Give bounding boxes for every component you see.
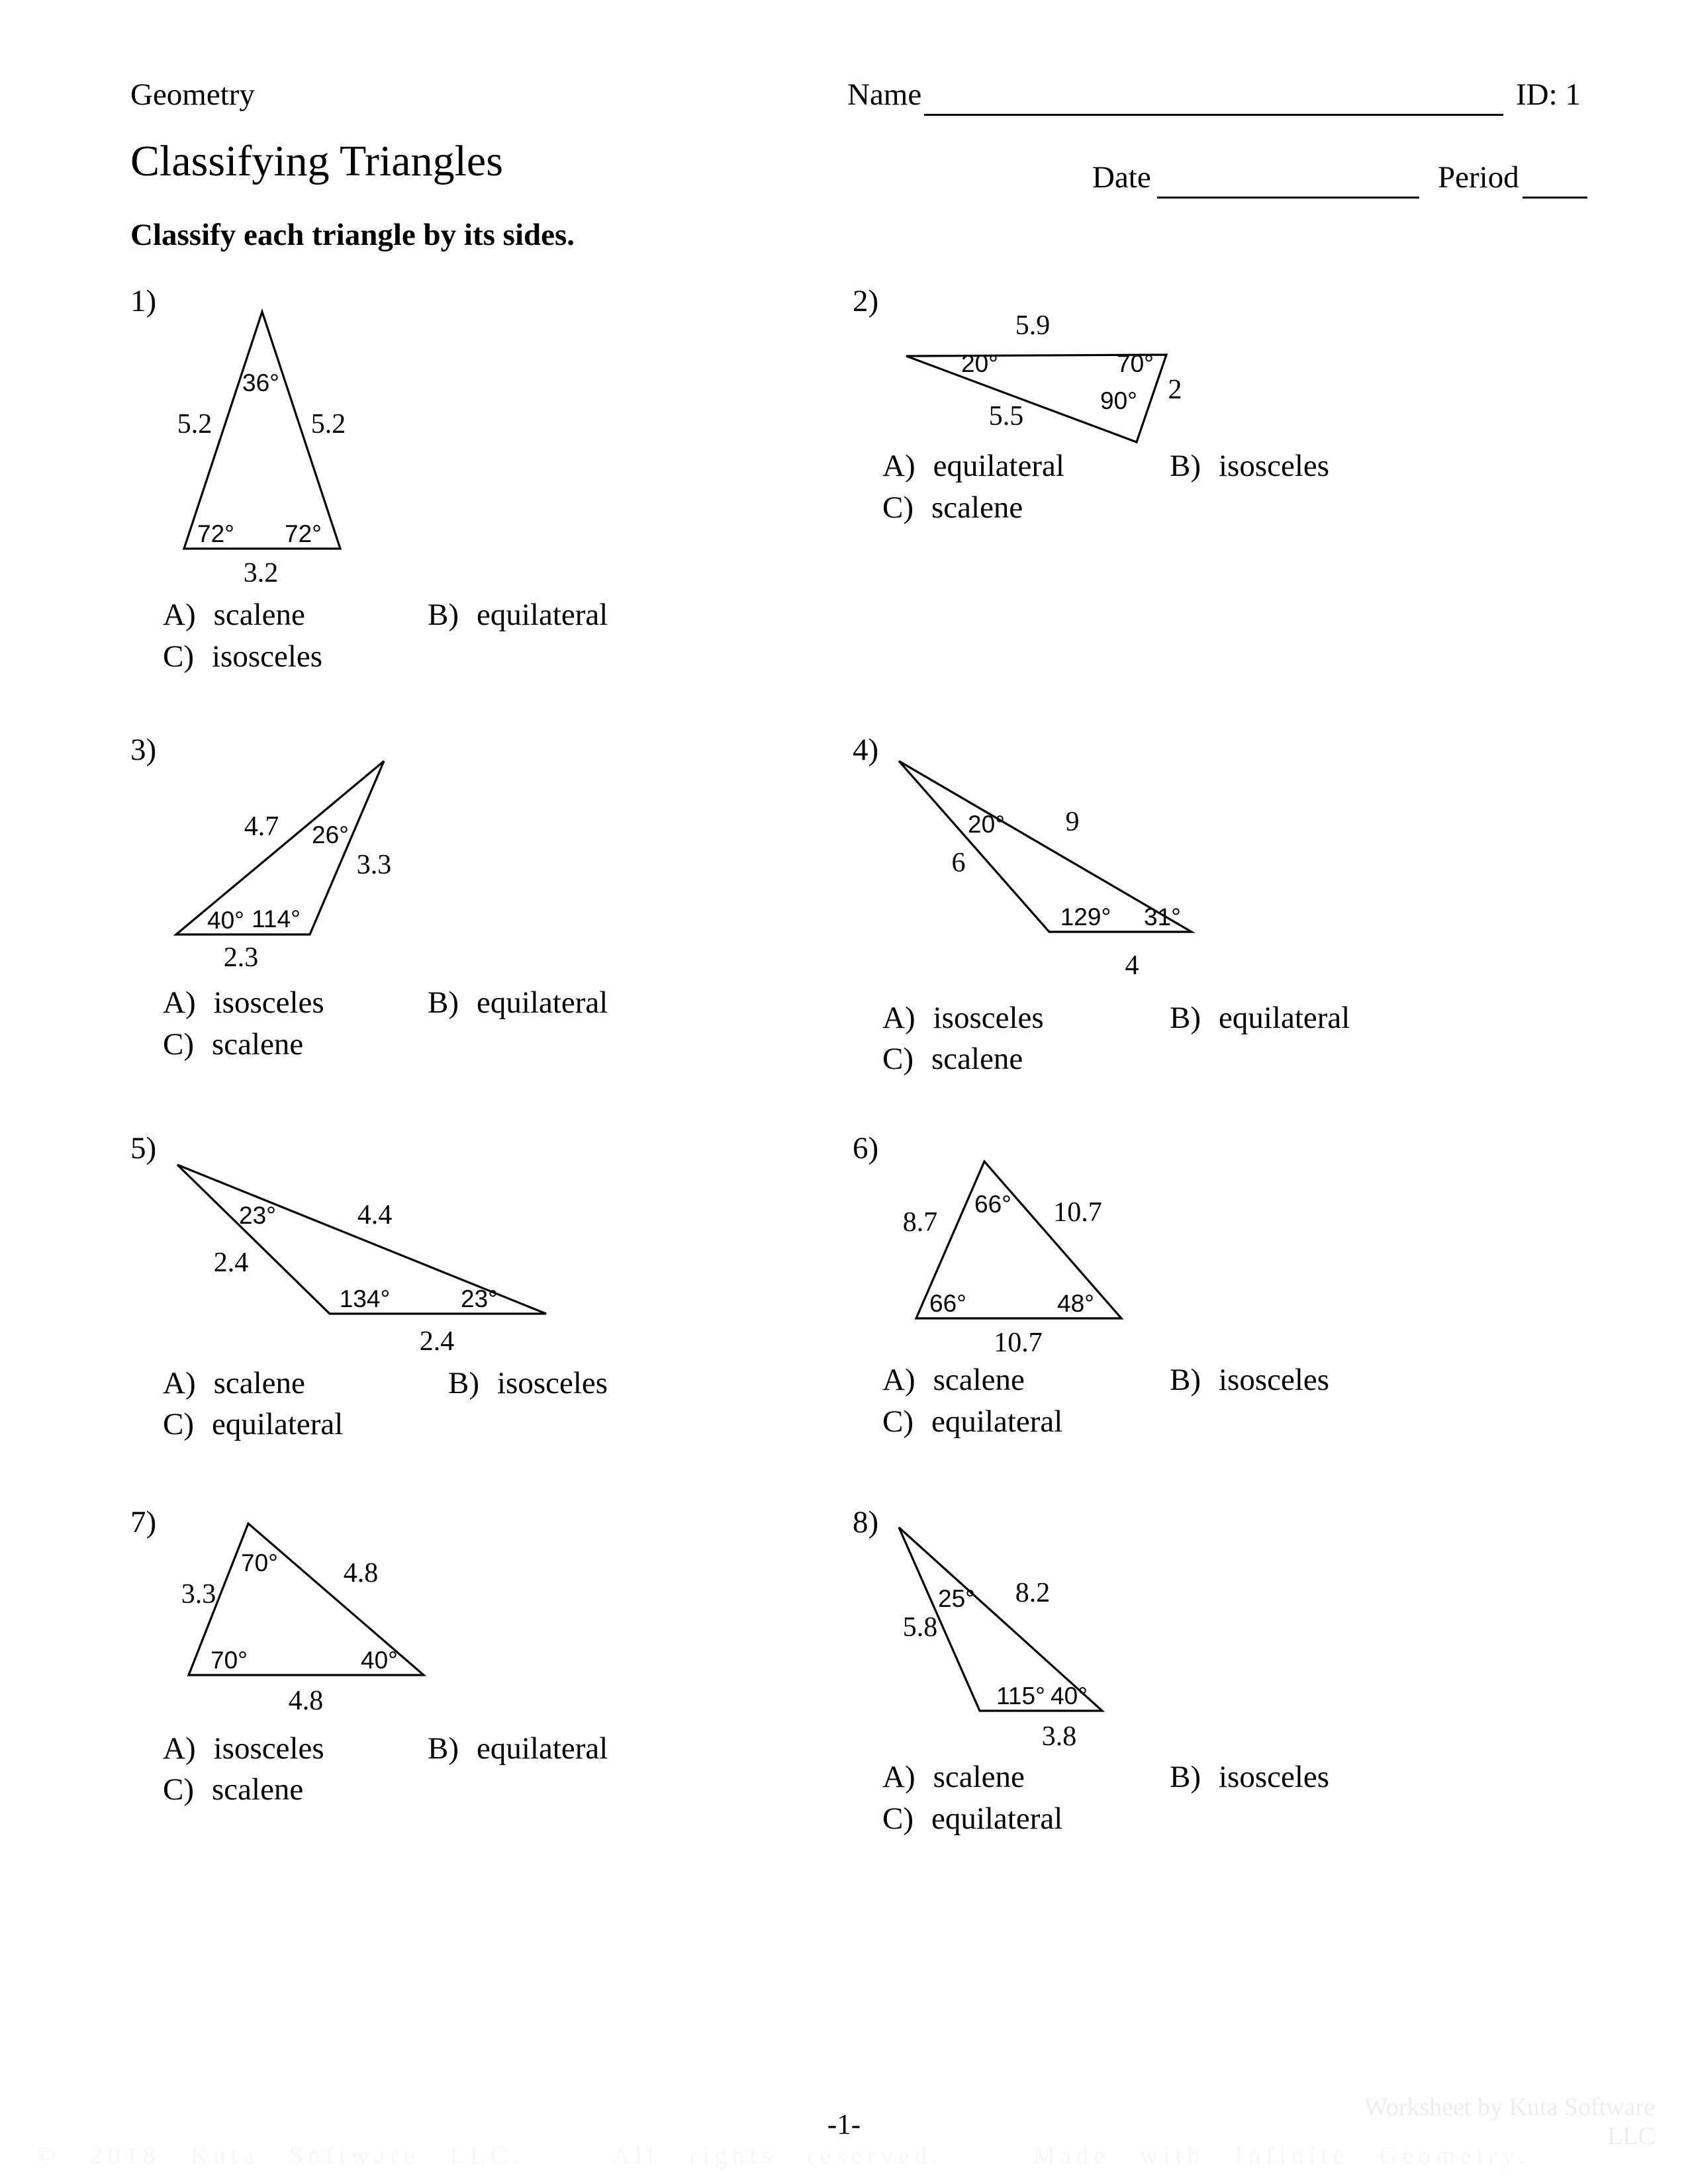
- side-label: 5.2: [310, 409, 346, 439]
- problem-4-choice-a[interactable]: [882, 1001, 1044, 1036]
- side-label: 4.7: [244, 811, 279, 842]
- choice-key: A): [163, 985, 196, 1020]
- problem-1-choice-a[interactable]: [163, 598, 305, 633]
- choice-key: B): [428, 598, 459, 632]
- angle-label: 129°: [1060, 903, 1111, 931]
- problem-2-figure: [897, 310, 1201, 463]
- side-label: 5.5: [988, 401, 1024, 432]
- choice-label: isosceles: [933, 1001, 1044, 1035]
- choice-label: scalene: [213, 598, 305, 632]
- problem-5-choice-c[interactable]: [163, 1408, 343, 1442]
- choice-label: equilateral: [933, 449, 1064, 483]
- choice-key: C): [882, 1404, 914, 1439]
- problem-1-choice-b[interactable]: [428, 598, 608, 633]
- angle-label: 90°: [1100, 387, 1137, 414]
- period-blank-line[interactable]: [1523, 197, 1587, 199]
- problem-6-choice-b[interactable]: [1170, 1363, 1329, 1398]
- choice-key: B): [428, 1731, 459, 1766]
- worksheet-title: Classifying Triangles: [130, 137, 503, 185]
- choice-key: C): [163, 1772, 194, 1807]
- choice-key: B): [1170, 1760, 1201, 1794]
- choice-label: equilateral: [931, 1404, 1063, 1439]
- angle-label: 20°: [968, 811, 1005, 838]
- angle-label: 66°: [929, 1290, 966, 1317]
- problem-2-choice-b[interactable]: [1170, 449, 1329, 484]
- choice-label: equilateral: [477, 598, 608, 632]
- choice-label: scalene: [213, 1366, 305, 1400]
- side-label: 10.7: [994, 1328, 1043, 1358]
- choice-label: equilateral: [477, 1731, 608, 1766]
- angle-label: 36°: [242, 369, 279, 396]
- choice-key: C): [882, 1042, 914, 1076]
- choice-key: A): [882, 1001, 915, 1035]
- problem-4-number: 4): [853, 733, 879, 767]
- angle-label: 70°: [1117, 350, 1154, 377]
- name-blank-line[interactable]: [924, 114, 1503, 116]
- problem-5-number: 5): [130, 1131, 157, 1165]
- id-label: ID: 1: [1516, 77, 1581, 112]
- choice-label: isosceles: [1219, 1760, 1330, 1794]
- problem-4-choice-b[interactable]: [1170, 1001, 1350, 1036]
- choice-key: C): [163, 1027, 194, 1062]
- problem-6-choice-a[interactable]: [882, 1363, 1025, 1398]
- problem-2-choice-c[interactable]: [882, 491, 1023, 525]
- problem-3-number: 3): [130, 733, 157, 767]
- side-label: 3.3: [356, 850, 392, 880]
- side-label: 2.3: [223, 942, 259, 973]
- kuta-watermark: Worksheet by Kuta Software LLC: [1364, 2093, 1655, 2150]
- angle-label: 72°: [285, 520, 322, 547]
- choice-key: B): [448, 1366, 479, 1400]
- choice-key: B): [1170, 1363, 1201, 1397]
- angle-label: 70°: [241, 1549, 278, 1576]
- choice-key: A): [882, 1363, 915, 1397]
- choice-label: scalene: [931, 1042, 1023, 1076]
- date-label: Date: [1092, 160, 1151, 195]
- side-label: 9: [1065, 807, 1080, 837]
- problem-6-figure: [880, 1152, 1145, 1363]
- problem-5-figure: [169, 1152, 559, 1370]
- choice-key: B): [428, 985, 459, 1020]
- angle-label: 66°: [974, 1191, 1011, 1218]
- problem-2-number: 2): [853, 284, 879, 318]
- choice-label: isosceles: [1219, 449, 1330, 483]
- side-label: 3.3: [181, 1579, 216, 1610]
- side-label: 5.2: [177, 409, 212, 439]
- problem-8-figure: [890, 1516, 1115, 1754]
- choice-label: scalene: [933, 1363, 1025, 1397]
- problem-4-choice-c[interactable]: [882, 1042, 1023, 1077]
- angle-label: 20°: [961, 350, 998, 377]
- problem-3-choice-a[interactable]: [163, 986, 324, 1021]
- page-number: -1-: [827, 2109, 861, 2140]
- instruction-text: Classify each triangle by its sides.: [130, 218, 575, 252]
- problem-3-choice-c[interactable]: [163, 1028, 303, 1062]
- side-label: 10.7: [1053, 1197, 1102, 1228]
- problem-1-number: 1): [130, 284, 157, 318]
- angle-label: 25°: [938, 1585, 975, 1612]
- angle-label: 40°: [361, 1647, 398, 1674]
- problem-8-choice-b[interactable]: [1170, 1760, 1329, 1795]
- angle-label: 23°: [461, 1285, 498, 1312]
- side-label: 4: [1125, 950, 1139, 981]
- period-label: Period: [1438, 160, 1519, 195]
- choice-label: scalene: [931, 490, 1023, 525]
- problem-1-figure: [159, 298, 364, 592]
- problem-6-number: 6): [853, 1131, 879, 1165]
- side-label: 4.8: [343, 1558, 379, 1588]
- choice-key: C): [163, 1407, 194, 1441]
- problem-7-number: 7): [130, 1505, 157, 1539]
- choice-label: equilateral: [212, 1407, 344, 1441]
- choice-key: B): [1170, 449, 1201, 483]
- choice-key: A): [163, 598, 196, 632]
- problem-4-figure: [890, 751, 1205, 986]
- angle-label: 48°: [1057, 1290, 1094, 1317]
- angle-label: 134°: [339, 1285, 391, 1312]
- angle-label: 72°: [197, 520, 234, 547]
- problem-5-choice-a[interactable]: [163, 1367, 305, 1401]
- choice-key: B): [1170, 1001, 1201, 1035]
- angle-label: 70°: [211, 1647, 248, 1674]
- side-label: 2.4: [213, 1248, 249, 1278]
- problem-1-choice-c[interactable]: [163, 640, 322, 674]
- problem-6-choice-c[interactable]: [882, 1405, 1062, 1439]
- name-label: Name: [847, 77, 922, 112]
- side-label: 5.8: [902, 1612, 938, 1643]
- problem-8-choice-c[interactable]: [882, 1802, 1062, 1837]
- side-label: 6: [951, 848, 966, 878]
- side-label: 5.9: [1015, 310, 1051, 341]
- problem-7-figure: [169, 1512, 434, 1724]
- choice-label: isosceles: [497, 1366, 608, 1400]
- problem-5-choice-b[interactable]: [448, 1367, 608, 1401]
- course-label: Geometry: [130, 77, 255, 112]
- choice-label: equilateral: [477, 985, 608, 1020]
- side-label: 2: [1168, 375, 1182, 405]
- choice-label: isosceles: [1219, 1363, 1330, 1397]
- copyright-watermark: © 2018 Kuta Software LLC. All rights reserved. Made with Infinite Geometry.: [36, 2142, 1530, 2169]
- choice-key: C): [882, 1801, 914, 1836]
- choice-label: scalene: [212, 1027, 304, 1062]
- date-blank-line[interactable]: [1157, 197, 1419, 199]
- side-label: 3.8: [1041, 1721, 1077, 1752]
- choice-key: A): [163, 1366, 196, 1400]
- choice-label: equilateral: [1219, 1001, 1350, 1035]
- problem-8-number: 8): [853, 1505, 879, 1539]
- angle-label: 40°: [1051, 1682, 1088, 1709]
- angle-label: 115°: [996, 1682, 1045, 1709]
- side-label: 4.4: [357, 1200, 393, 1230]
- problem-3-figure: [169, 748, 407, 976]
- problem-7-choice-b[interactable]: [428, 1732, 608, 1766]
- choice-key: C): [882, 490, 914, 525]
- problem-7-choice-a[interactable]: [163, 1732, 324, 1766]
- side-label: 2.4: [419, 1326, 455, 1357]
- side-label: 8.2: [1015, 1578, 1051, 1608]
- choice-key: C): [163, 639, 194, 674]
- choice-key: A): [163, 1731, 196, 1766]
- choice-key: A): [882, 449, 915, 483]
- problem-3-choice-b[interactable]: [428, 986, 608, 1021]
- choice-label: isosceles: [212, 639, 323, 674]
- angle-label: 40°: [207, 907, 244, 934]
- problem-8-choice-a[interactable]: [882, 1760, 1025, 1795]
- choice-label: equilateral: [931, 1801, 1063, 1836]
- choice-label: scalene: [933, 1760, 1025, 1794]
- choice-key: A): [882, 1760, 915, 1794]
- angle-label: 26°: [312, 821, 349, 848]
- side-label: 8.7: [902, 1207, 938, 1238]
- angle-label: 114°: [252, 905, 301, 933]
- angle-label: 23°: [239, 1202, 276, 1229]
- problem-2-choice-a[interactable]: [882, 449, 1064, 484]
- angle-label: 31°: [1144, 903, 1181, 931]
- side-label: 4.8: [288, 1686, 324, 1716]
- choice-label: isosceles: [213, 985, 324, 1020]
- choice-label: isosceles: [213, 1731, 324, 1766]
- choice-label: scalene: [212, 1772, 304, 1807]
- side-label: 3.2: [243, 558, 279, 588]
- problem-7-choice-c[interactable]: [163, 1773, 303, 1807]
